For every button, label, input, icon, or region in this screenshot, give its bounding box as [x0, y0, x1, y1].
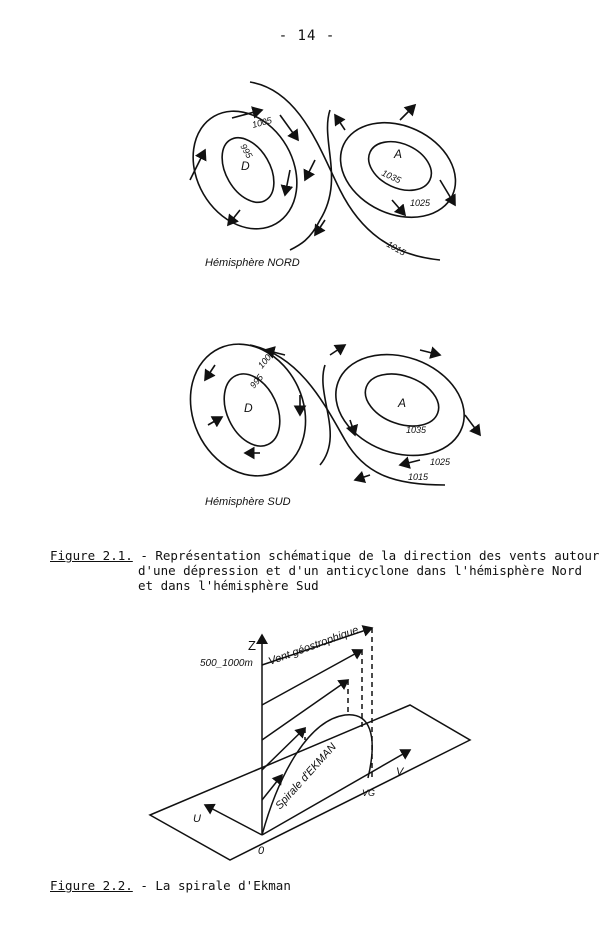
- u-axis: [205, 805, 262, 835]
- south-isobar-1025: 1025: [430, 457, 451, 467]
- north-low-letter: D: [241, 159, 250, 173]
- north-isobar-1015: 1015: [385, 239, 408, 258]
- height-label: 500_1000m: [200, 658, 253, 669]
- figure-south-hemisphere: [0, 335, 614, 520]
- v-axis-label: V: [396, 766, 404, 778]
- north-isobar-1035: 1035: [380, 167, 403, 186]
- north-high-letter: A: [394, 147, 403, 161]
- u-axis-label: U: [193, 813, 201, 825]
- figure-2-1-line1: - Représentation schématique de la direction des vents autour: [140, 548, 600, 563]
- north-hemisphere-label: Hémisphère NORD: [205, 257, 300, 269]
- geostrophic-label: Vent géostrophique: [266, 624, 361, 668]
- figure-north-hemisphere: [0, 70, 614, 280]
- page-number: - 14 -: [278, 28, 336, 44]
- vg-label: VG: [362, 788, 376, 798]
- south-isobar-995: 995: [247, 372, 266, 391]
- south-isobar-1035: 1035: [406, 425, 427, 435]
- south-isobar-1005: 1005: [255, 348, 277, 371]
- south-isobar-1015: 1015: [408, 472, 429, 482]
- south-hemisphere-label: Hémisphère SUD: [205, 496, 291, 508]
- figure-ekman-spiral: [0, 610, 614, 870]
- figure-2-1-label: Figure 2.1.: [50, 548, 133, 563]
- north-isobar-1025: 1025: [410, 198, 431, 208]
- south-low-letter: D: [244, 401, 253, 415]
- ekman-spiral-label: Spirale d'EKMAN: [273, 741, 339, 813]
- figure-2-2-text: - La spirale d'Ekman: [140, 878, 291, 893]
- south-high-letter: A: [398, 396, 407, 410]
- figure-2-2-caption: [50, 878, 550, 893]
- figure-2-1-caption: [50, 548, 610, 593]
- isobar-high-outer: [325, 105, 471, 235]
- ground-plane: [150, 705, 470, 860]
- isobar-high-inner: [361, 132, 439, 200]
- figure-2-2-label: Figure 2.2.: [50, 878, 133, 893]
- z-axis-label: Z: [248, 638, 256, 653]
- figure-2-1-line3: et dans l'hémisphère Sud: [138, 578, 319, 593]
- north-isobar-995: 995: [238, 142, 255, 161]
- origin-label: 0: [258, 845, 265, 857]
- north-isobar-1005: 1005: [250, 115, 273, 130]
- figure-2-1-line2: d'une dépression et d'un anticyclone dans l'hémisphère Nord: [138, 563, 583, 578]
